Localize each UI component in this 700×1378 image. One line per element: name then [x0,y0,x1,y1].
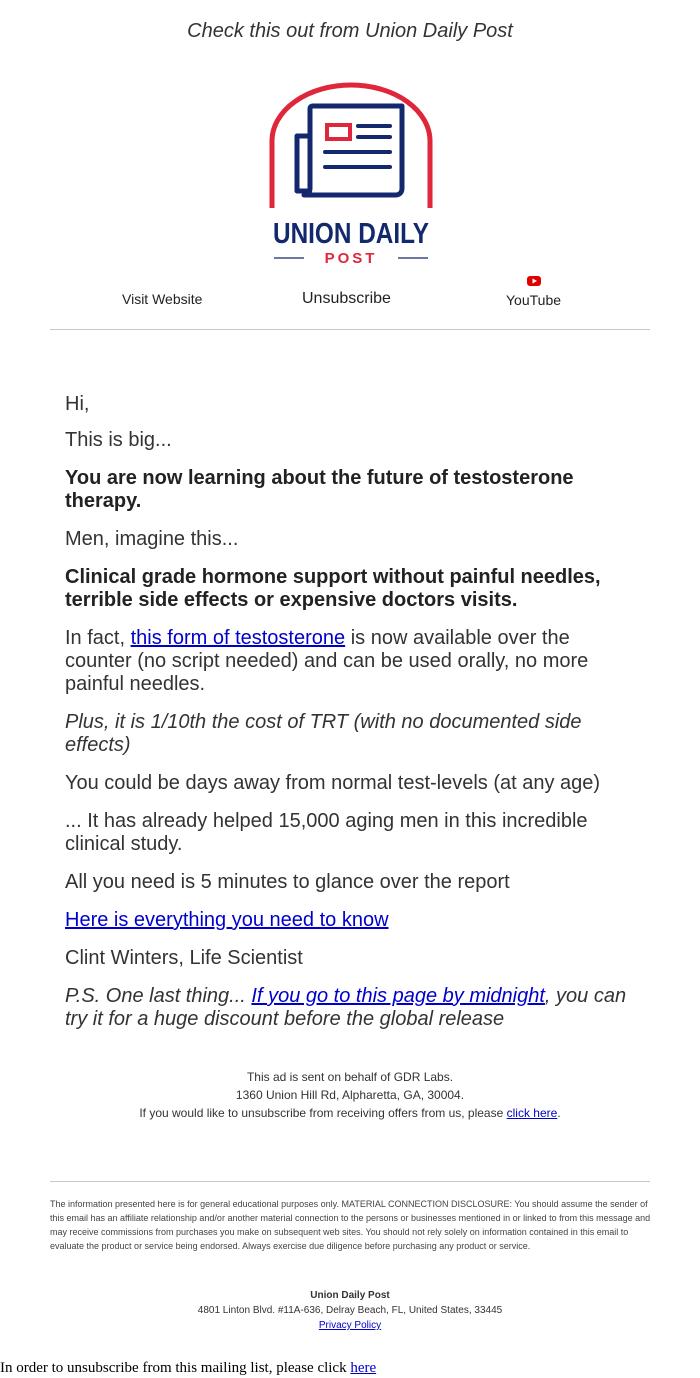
p5-suffix: is now available over the counter (no script needed) and can be used orally, no more painful needles. [65,627,589,695]
email-body [65,393,640,1046]
body-paragraph: Men, imagine this... [65,528,239,550]
footer [0,1288,700,1333]
youtube-link[interactable]: YouTube [506,292,562,308]
top-nav [0,288,700,318]
body-paragraph: This is big... [65,429,172,451]
logo-wordmark: UNION DAILY [273,218,429,250]
cta-paragraph [65,909,640,932]
body-paragraph-with-link [65,627,640,696]
ps-paragraph [65,985,640,1031]
footer-company-name: Union Daily Post [310,1290,390,1301]
body-paragraph: ... It has already helped 15,000 aging men in this incredible clinical study. [65,810,588,855]
intro-heading: Check this out from Union Daily Post [187,20,513,42]
mailing-list-text: In order to unsubscribe from this mailing list, please click [0,1360,351,1376]
footer-address: 4801 Linton Blvd. #11A-636, Delray Beach, FL, United States, 33445 [197,1305,503,1316]
bold-headline: You are now learning about the future of testosterone therapy. [65,467,574,512]
ad-sender-address: 1360 Union Hill Rd, Alpharetta, GA, 30004. [235,1088,465,1102]
disclosure-text: The information presented here is for general educational purposes only. MATERIAL CONNECTION DISCLOSURE: You should assume the sender of this email has an affiliate relationship and/or another material connection to the persons or businesses mentioned in or linked to from this message and may receive commissions from purchases you make on subsequent web sites. You should not rely solely on information contained in this email to evaluate the product or service being endorsed. Always exercise due diligence before purchasing any product or service. [50,1199,651,1251]
youtube-icon[interactable] [527,276,541,286]
body-paragraph: You could be days away from normal test-levels (at any age) [65,772,601,794]
cta-link[interactable]: Here is everything you need to know [65,909,389,931]
union-daily-post-logo [268,78,434,268]
italic-paragraph: Plus, it is 1/10th the cost of TRT (with no documented side effects) [65,711,582,756]
footer-divider [50,1181,650,1182]
unsubscribe-link[interactable]: Unsubscribe [302,290,391,307]
ps-suffix: , you can try it for a huge discount before the global release [65,985,627,1030]
newspaper-icon [297,106,402,195]
testosterone-link[interactable]: this form of testosterone [130,627,346,649]
privacy-policy-link[interactable]: Privacy Policy [318,1320,382,1331]
greeting: Hi, [65,393,90,415]
signature: Clint Winters, Life Scientist [65,947,303,969]
logo-subword: POST [324,250,378,267]
bold-claim: Clinical grade hormone support without painful needles, terrible side effects or expensive doctors visits. [65,566,601,611]
ad-unsubscribe-line [0,1104,700,1122]
midnight-link[interactable]: If you go to this page by midnight [251,985,545,1007]
ad-sender-line: This ad is sent on behalf of GDR Labs. [246,1070,454,1084]
mailing-list-unsubscribe-link[interactable]: here [350,1360,377,1376]
ad-unsubscribe-period: . [557,1106,561,1120]
mailing-list-unsubscribe [0,1360,376,1377]
body-paragraph: All you need is 5 minutes to glance over the report [65,871,510,893]
ad-unsubscribe-link[interactable]: click here [506,1106,558,1120]
p5-prefix: In fact, [65,627,131,649]
visit-website-link[interactable]: Visit Website [122,291,203,307]
ps-prefix: P.S. One last thing... [65,985,252,1007]
header-divider [50,329,650,330]
ad-sender-info [0,1068,700,1122]
ad-unsubscribe-text: If you would like to unsubscribe from receiving offers from us, please [139,1106,507,1120]
